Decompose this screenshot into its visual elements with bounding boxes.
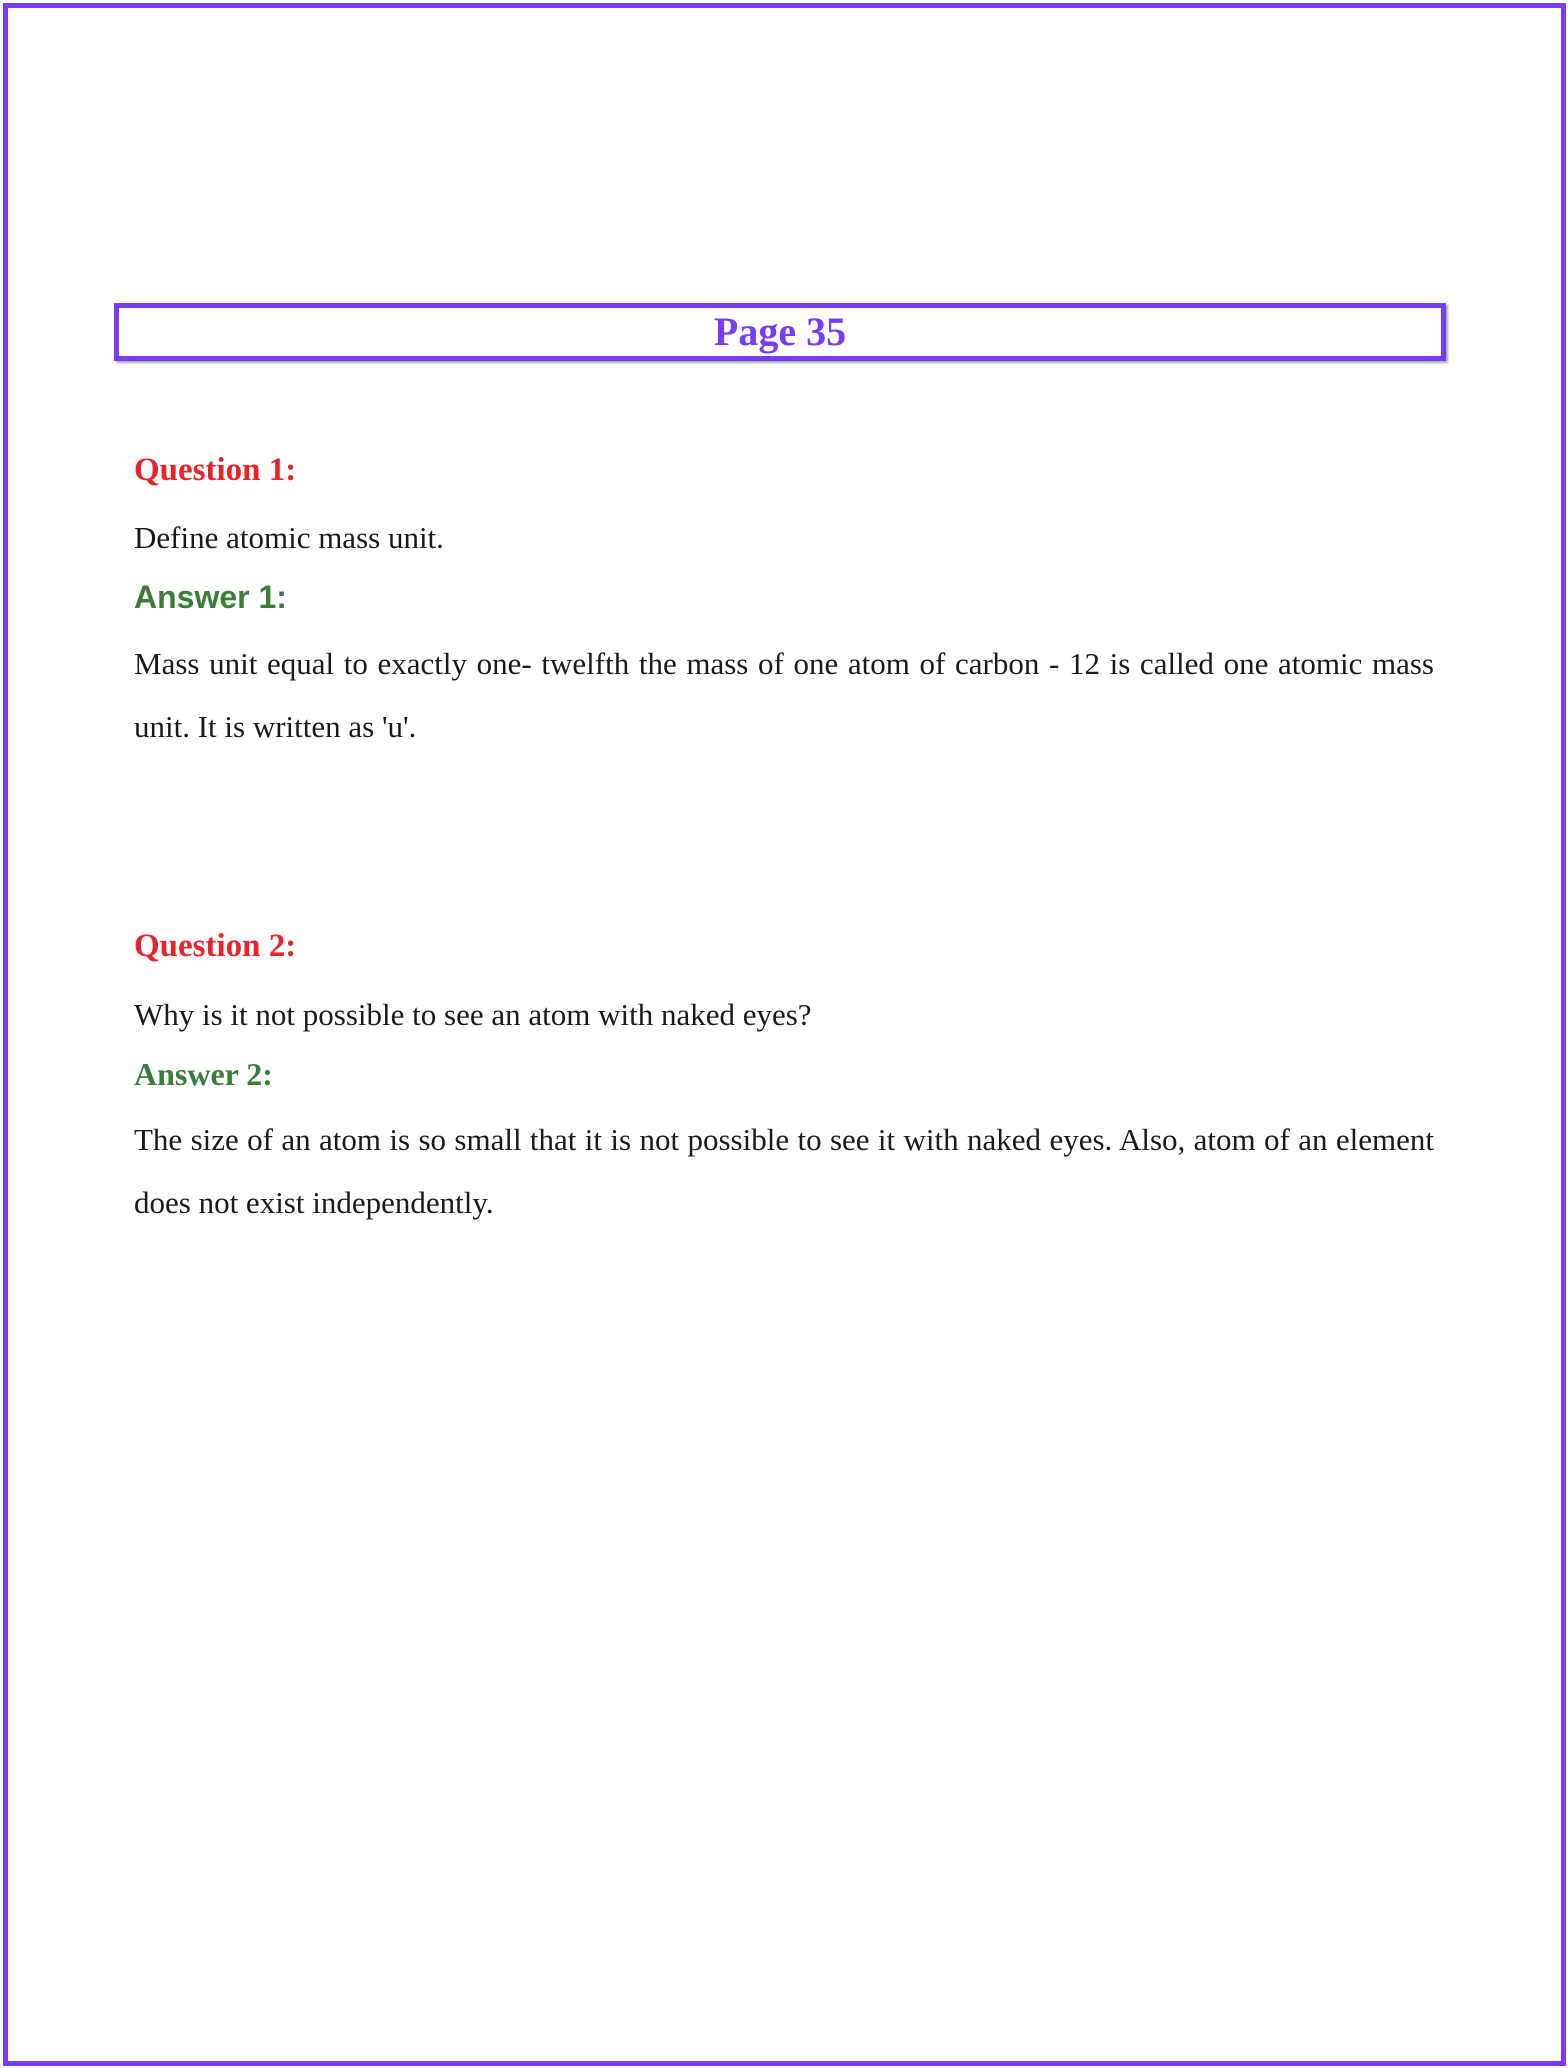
question-1-label: Question 1: [134, 452, 297, 488]
answer-2-text: The size of an atom is so small that it is not possible to see it with naked eyes. Also, atom of an element does not exist independently. [134, 1122, 1434, 1220]
page-header-box [114, 303, 1446, 361]
answer-1-text: Mass unit equal to exactly one- twelfth the mass of one atom of carbon - 12 is called one atomic mass unit. It is written as 'u'. [134, 646, 1434, 744]
answer-1-label: Answer 1: [134, 579, 287, 615]
page-title: Page 35 [713, 309, 847, 354]
answer-2-label: Answer 2: [134, 1056, 273, 1092]
question-2-text: Why is it not possible to see an atom with naked eyes? [134, 997, 812, 1032]
question-1-text: Define atomic mass unit. [134, 520, 444, 555]
question-2-label: Question 2: [134, 928, 297, 964]
